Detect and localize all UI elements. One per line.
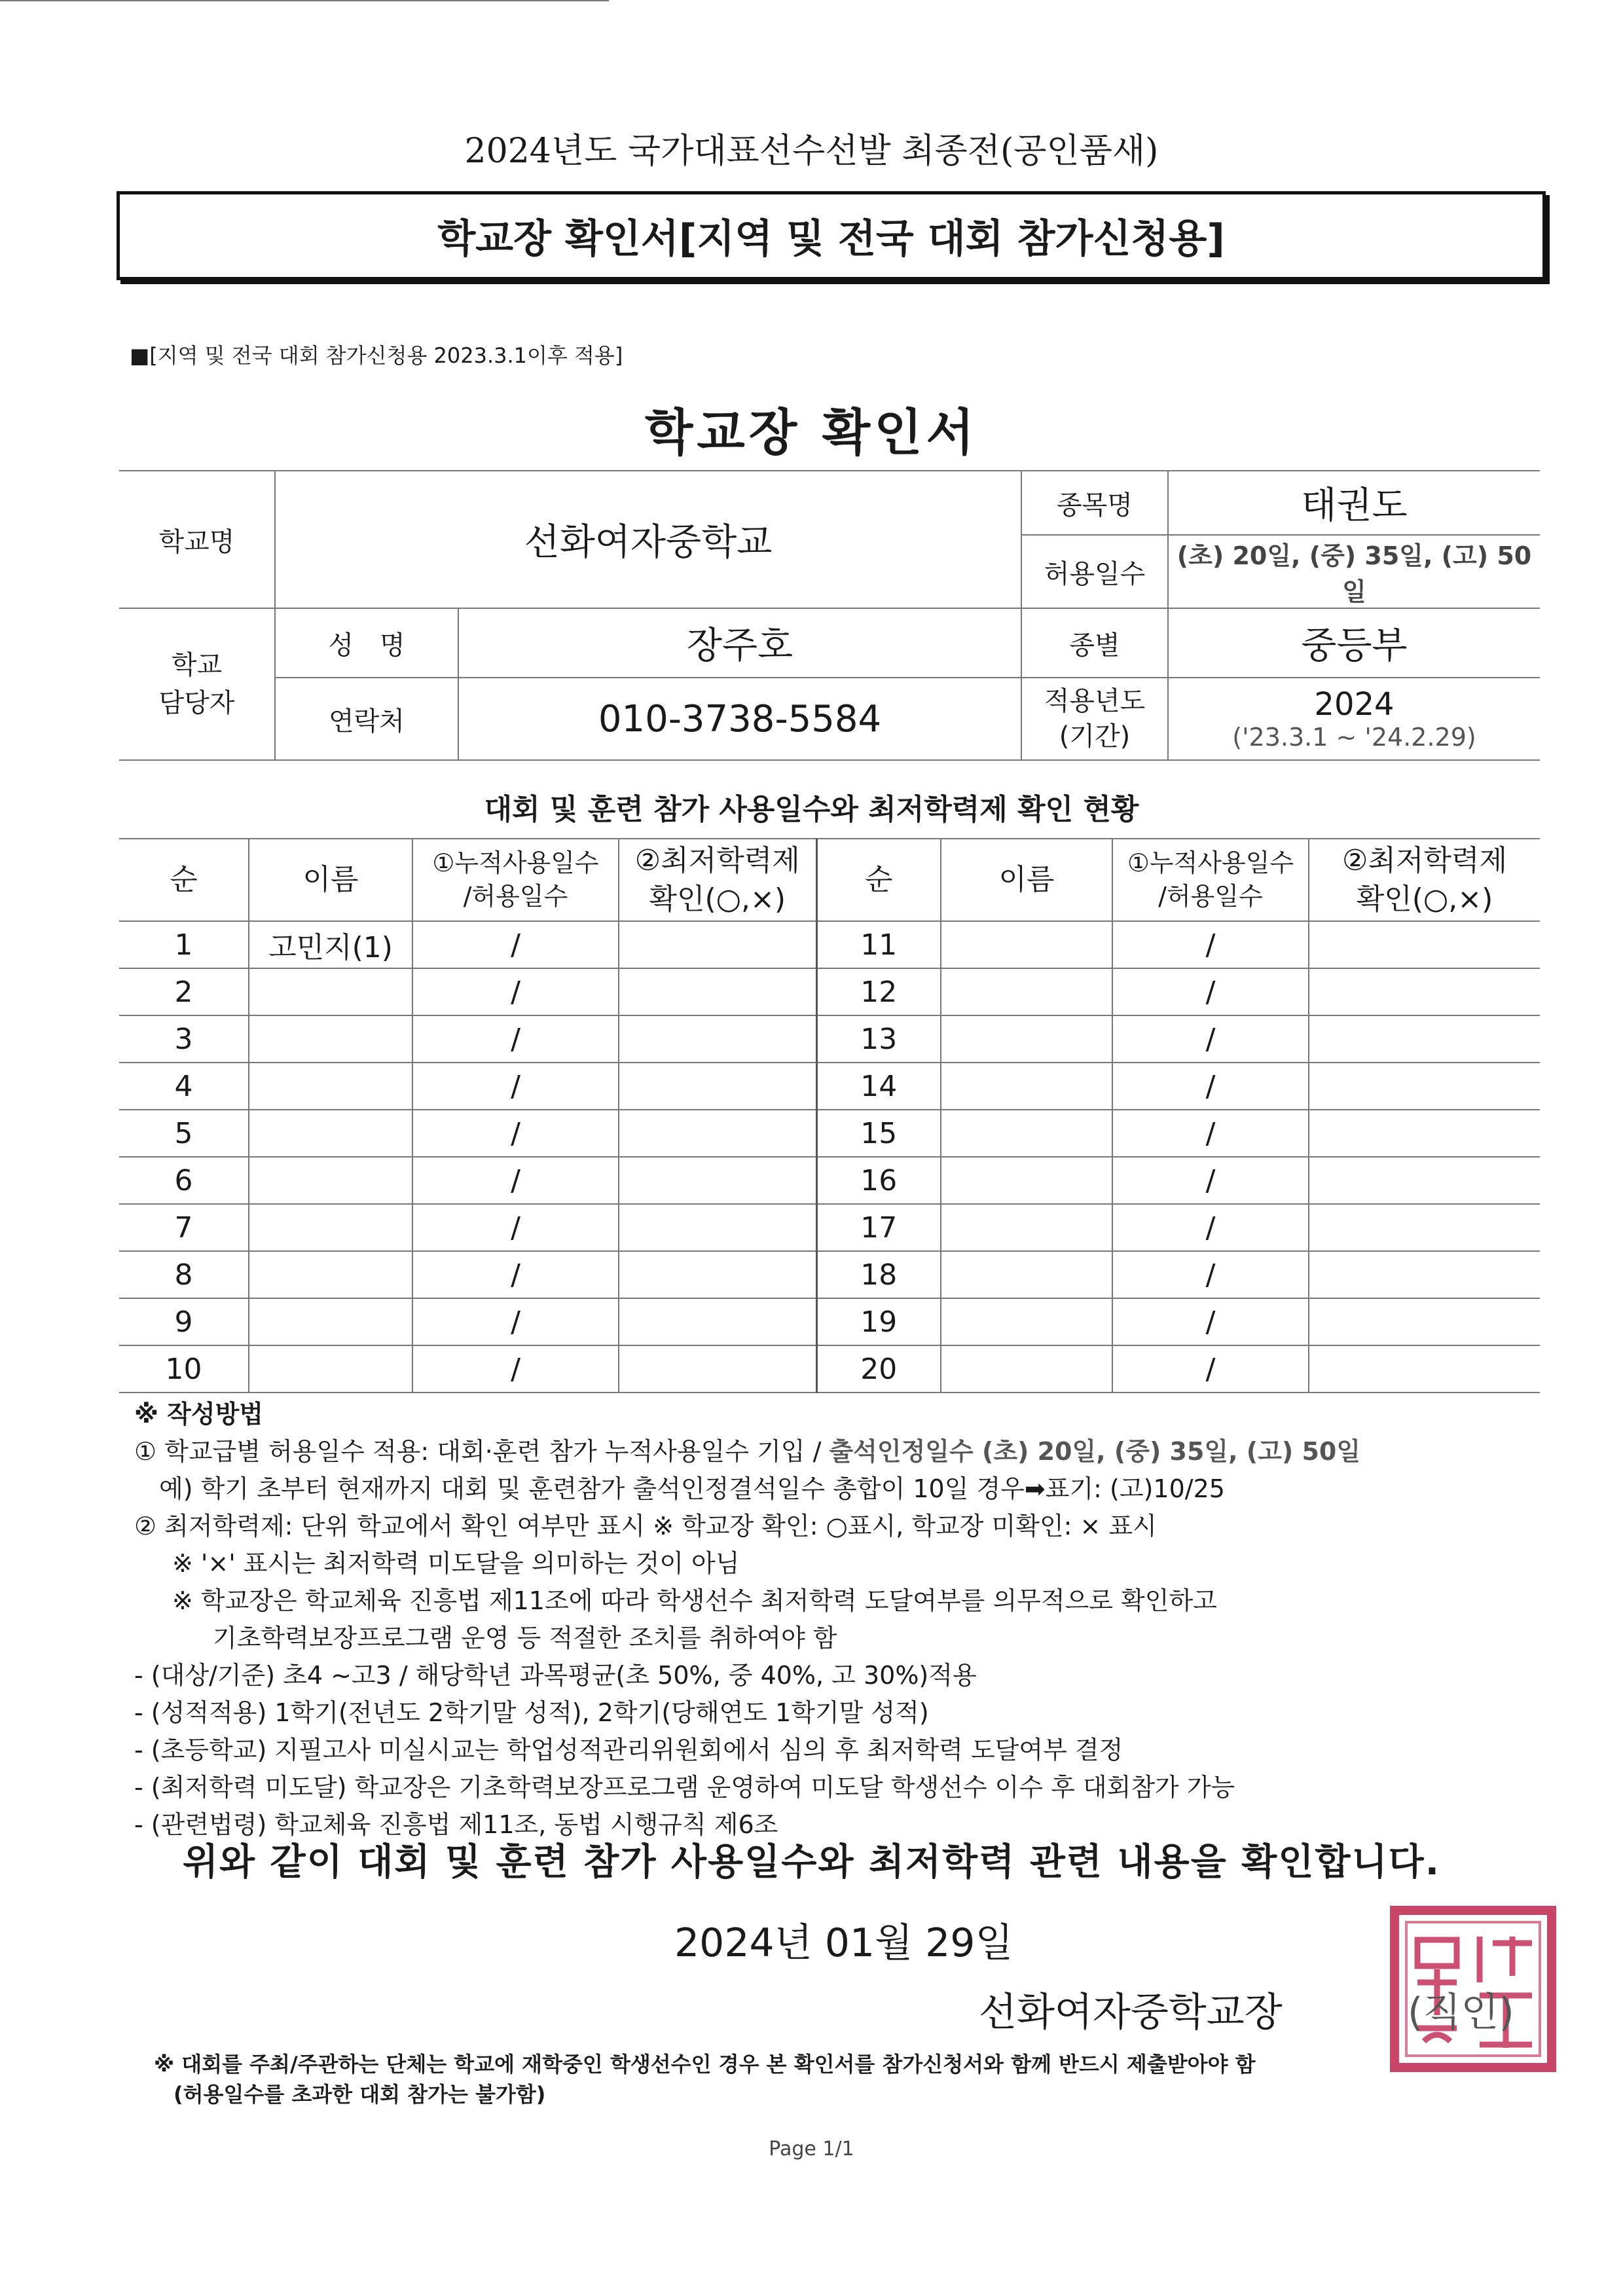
row-check — [619, 1251, 816, 1298]
row-no: 3 — [119, 1015, 249, 1063]
row-name — [249, 1157, 412, 1204]
division-value: 중등부 — [1168, 608, 1540, 678]
row-no-2: 20 — [816, 1345, 941, 1393]
row-name-2 — [941, 1110, 1112, 1157]
table-row — [119, 1015, 1540, 1063]
confirm-statement: 위와 같이 대회 및 훈련 참가 사용일수와 최저학력 관련 내용을 확인합니다. — [182, 1841, 1441, 1884]
notes-section — [134, 1396, 1542, 1844]
table-row — [119, 1110, 1540, 1157]
title-box-text: 학교장 확인서[지역 및 전국 대회 참가신청용] — [437, 216, 1225, 262]
row-name-2 — [941, 1204, 1112, 1251]
header-name-2: 이름 — [941, 839, 1112, 921]
row-days-2: / — [1112, 1204, 1309, 1251]
notes-line-4: ※ '×' 표시는 최저학력 미도달을 의미하는 것이 아님 — [172, 1549, 740, 1578]
notes-line-1b: 출석인정일수 (초) 20일, (중) 35일, (고) 50일 — [829, 1437, 1361, 1466]
header-days: ①누적사용일수 /허용일수 — [412, 839, 619, 921]
row-days: / — [412, 1204, 619, 1251]
row-check — [619, 1157, 816, 1204]
year-cell — [1168, 678, 1540, 760]
row-no: 10 — [119, 1345, 249, 1393]
roster-body — [119, 921, 1540, 1393]
row-name — [249, 968, 412, 1015]
notes-line-10: - (최저학력 미도달) 학교장은 기초학력보장프로그램 운영하여 미도달 학생선수 이수 후 대회참가 가능 — [134, 1773, 1235, 1802]
notes-heading: ※ 작성방법 — [134, 1400, 264, 1429]
manager-label: 학교 담당자 — [119, 608, 275, 760]
sport-label: 종목명 — [1021, 471, 1168, 535]
row-no: 9 — [119, 1298, 249, 1345]
row-check-2 — [1309, 1251, 1540, 1298]
notes-line-9: - (초등학교) 지필고사 미실시교는 학업성적관리위원회에서 심의 후 최저학력 도달여부 결정 — [134, 1736, 1123, 1764]
seal-label: (직인) — [1408, 1990, 1514, 2035]
row-days-2: / — [1112, 1110, 1309, 1157]
info-table — [119, 470, 1540, 761]
row-no: 4 — [119, 1063, 249, 1110]
row-check-2 — [1309, 1157, 1540, 1204]
row-check — [619, 1345, 816, 1393]
table-row — [119, 1063, 1540, 1110]
row-no-2: 12 — [816, 968, 941, 1015]
row-name — [249, 1015, 412, 1063]
allowed-days-label: 허용일수 — [1021, 535, 1168, 608]
table-row — [119, 1204, 1540, 1251]
row-name-2 — [941, 921, 1112, 968]
year-label: 적용년도 (기간) — [1021, 678, 1168, 760]
row-no-2: 17 — [816, 1204, 941, 1251]
row-days: / — [412, 1063, 619, 1110]
row-no-2: 18 — [816, 1251, 941, 1298]
row-check-2 — [1309, 1110, 1540, 1157]
notes-line-6: 기초학력보장프로그램 운영 등 적절한 조치를 취하여야 함 — [213, 1624, 837, 1652]
row-check-2 — [1309, 1063, 1540, 1110]
row-check-2 — [1309, 968, 1540, 1015]
notes-line-1a: ① 학교급별 허용일수 적용: 대회·훈련 참가 누적사용일수 기입 / — [134, 1437, 830, 1466]
row-name — [249, 1063, 412, 1110]
row-name-2 — [941, 968, 1112, 1015]
row-no-2: 15 — [816, 1110, 941, 1157]
notes-line-7: - (대상/기준) 초4 ~고3 / 해당학년 과목평균(초 50%, 중 40%, 고 30%)적용 — [134, 1661, 977, 1690]
row-no-2: 14 — [816, 1063, 941, 1110]
row-no-2: 16 — [816, 1157, 941, 1204]
row-name-2 — [941, 1063, 1112, 1110]
notes-line-3: ② 최저학력제: 단위 학교에서 확인 여부만 표시 ※ 학교장 확인: ○표시, 학교장 미확인: × 표시 — [134, 1512, 1157, 1540]
row-days: / — [412, 1157, 619, 1204]
table-row — [119, 1298, 1540, 1345]
row-check — [619, 968, 816, 1015]
table-row — [119, 968, 1540, 1015]
row-check-2 — [1309, 921, 1540, 968]
row-name: 고민지(1) — [249, 921, 412, 968]
row-name-2 — [941, 1157, 1112, 1204]
row-days-2: / — [1112, 1251, 1309, 1298]
row-days: / — [412, 968, 619, 1015]
row-name — [249, 1298, 412, 1345]
table-row — [119, 1345, 1540, 1393]
row-check-2 — [1309, 1298, 1540, 1345]
title-box — [117, 191, 1546, 280]
row-no: 6 — [119, 1157, 249, 1204]
row-no: 7 — [119, 1204, 249, 1251]
row-no: 2 — [119, 968, 249, 1015]
row-days: / — [412, 1345, 619, 1393]
footnote-line-1: ※ 대회를 주최/주관하는 단체는 학교에 재학중인 학생선수인 경우 본 확인서를 참가신청서와 함께 반드시 제출받아야 함 — [154, 2052, 1256, 2077]
row-no: 1 — [119, 921, 249, 968]
school-name-label: 학교명 — [119, 471, 275, 608]
row-name-2 — [941, 1251, 1112, 1298]
header-check: ②최저학력제 확인(○,×) — [619, 839, 816, 921]
row-check — [619, 1063, 816, 1110]
applied-note: ■[지역 및 전국 대회 참가신청용 2023.3.1이후 적용] — [130, 343, 623, 368]
row-days-2: / — [1112, 1345, 1309, 1393]
footnote-line-2: (허용일수를 초과한 대회 참가는 불가함) — [173, 2082, 546, 2107]
row-check — [619, 1015, 816, 1063]
row-days-2: / — [1112, 968, 1309, 1015]
row-check — [619, 1298, 816, 1345]
header-days-2: ①누적사용일수 /허용일수 — [1112, 839, 1309, 921]
division-label: 종별 — [1021, 608, 1168, 678]
person-name-value: 장주호 — [458, 608, 1021, 678]
row-days: / — [412, 921, 619, 968]
row-no-2: 13 — [816, 1015, 941, 1063]
row-name — [249, 1345, 412, 1393]
table-row — [119, 1251, 1540, 1298]
row-name-2 — [941, 1015, 1112, 1063]
row-name — [249, 1204, 412, 1251]
notes-line-1 — [134, 1433, 1542, 1470]
contact-label: 연락처 — [275, 678, 458, 760]
row-name — [249, 1251, 412, 1298]
row-check-2 — [1309, 1345, 1540, 1393]
header-check-2: ②최저학력제 확인(○,×) — [1309, 839, 1540, 921]
row-no-2: 11 — [816, 921, 941, 968]
contact-value: 010-3738-5584 — [458, 678, 1021, 760]
table-row — [119, 921, 1540, 968]
row-days-2: / — [1112, 1015, 1309, 1063]
row-days: / — [412, 1251, 619, 1298]
row-days-2: / — [1112, 1063, 1309, 1110]
header-name: 이름 — [249, 839, 412, 921]
year-value: 2024 — [1314, 686, 1395, 723]
issue-date: 2024년 01월 29일 — [674, 1920, 1013, 1966]
row-name-2 — [941, 1298, 1112, 1345]
principal-name: 선화여자중학교장 — [979, 1990, 1283, 2035]
notes-line-8: - (성적적용) 1학기(전년도 2학기말 성적), 2학기(당해연도 1학기말 성적) — [134, 1698, 929, 1727]
row-check-2 — [1309, 1015, 1540, 1063]
row-name — [249, 1110, 412, 1157]
row-check — [619, 1110, 816, 1157]
row-check — [619, 921, 816, 968]
table-caption: 대회 및 훈련 참가 사용일수와 최저학력제 확인 현황 — [484, 793, 1139, 826]
row-check-2 — [1309, 1204, 1540, 1251]
row-days-2: / — [1112, 1298, 1309, 1345]
roster-table — [119, 838, 1540, 1393]
row-check — [619, 1204, 816, 1251]
header-no-2: 순 — [816, 839, 941, 921]
page-number: Page 1/1 — [769, 2138, 854, 2160]
row-days-2: / — [1112, 1157, 1309, 1204]
row-days: / — [412, 1110, 619, 1157]
person-name-label: 성 명 — [275, 608, 458, 678]
table-row — [119, 1157, 1540, 1204]
footnote — [154, 2049, 1256, 2109]
header-no: 순 — [119, 839, 249, 921]
notes-line-5: ※ 학교장은 학교체육 진흥법 제11조에 따라 학생선수 최저학력 도달여부를 의무적으로 확인하고 — [172, 1586, 1217, 1615]
allowed-days-value: (초) 20일, (중) 35일, (고) 50일 — [1168, 535, 1540, 608]
row-no: 8 — [119, 1251, 249, 1298]
sport-value: 태권도 — [1168, 471, 1540, 535]
top-divider — [0, 0, 609, 1]
year-period: ('23.3.1 ~ '24.2.29) — [1232, 723, 1476, 752]
event-title: 2024년도 국가대표선수선발 최종전(공인품새) — [464, 132, 1159, 171]
row-days: / — [412, 1298, 619, 1345]
row-days: / — [412, 1015, 619, 1063]
row-no-2: 19 — [816, 1298, 941, 1345]
row-name-2 — [941, 1345, 1112, 1393]
row-no: 5 — [119, 1110, 249, 1157]
document-title: 학교장 확인서 — [645, 403, 978, 462]
notes-line-11: - (관련법령) 학교체육 진흥법 제11조, 동법 시행규칙 제6조 — [134, 1810, 778, 1839]
row-days-2: / — [1112, 921, 1309, 968]
school-name-value: 선화여자중학교 — [275, 471, 1021, 608]
notes-line-2: 예) 학기 초부터 현재까지 대회 및 훈련참가 출석인정결석일수 총합이 10일 경우➡표기: (고)10/25 — [159, 1474, 1225, 1503]
